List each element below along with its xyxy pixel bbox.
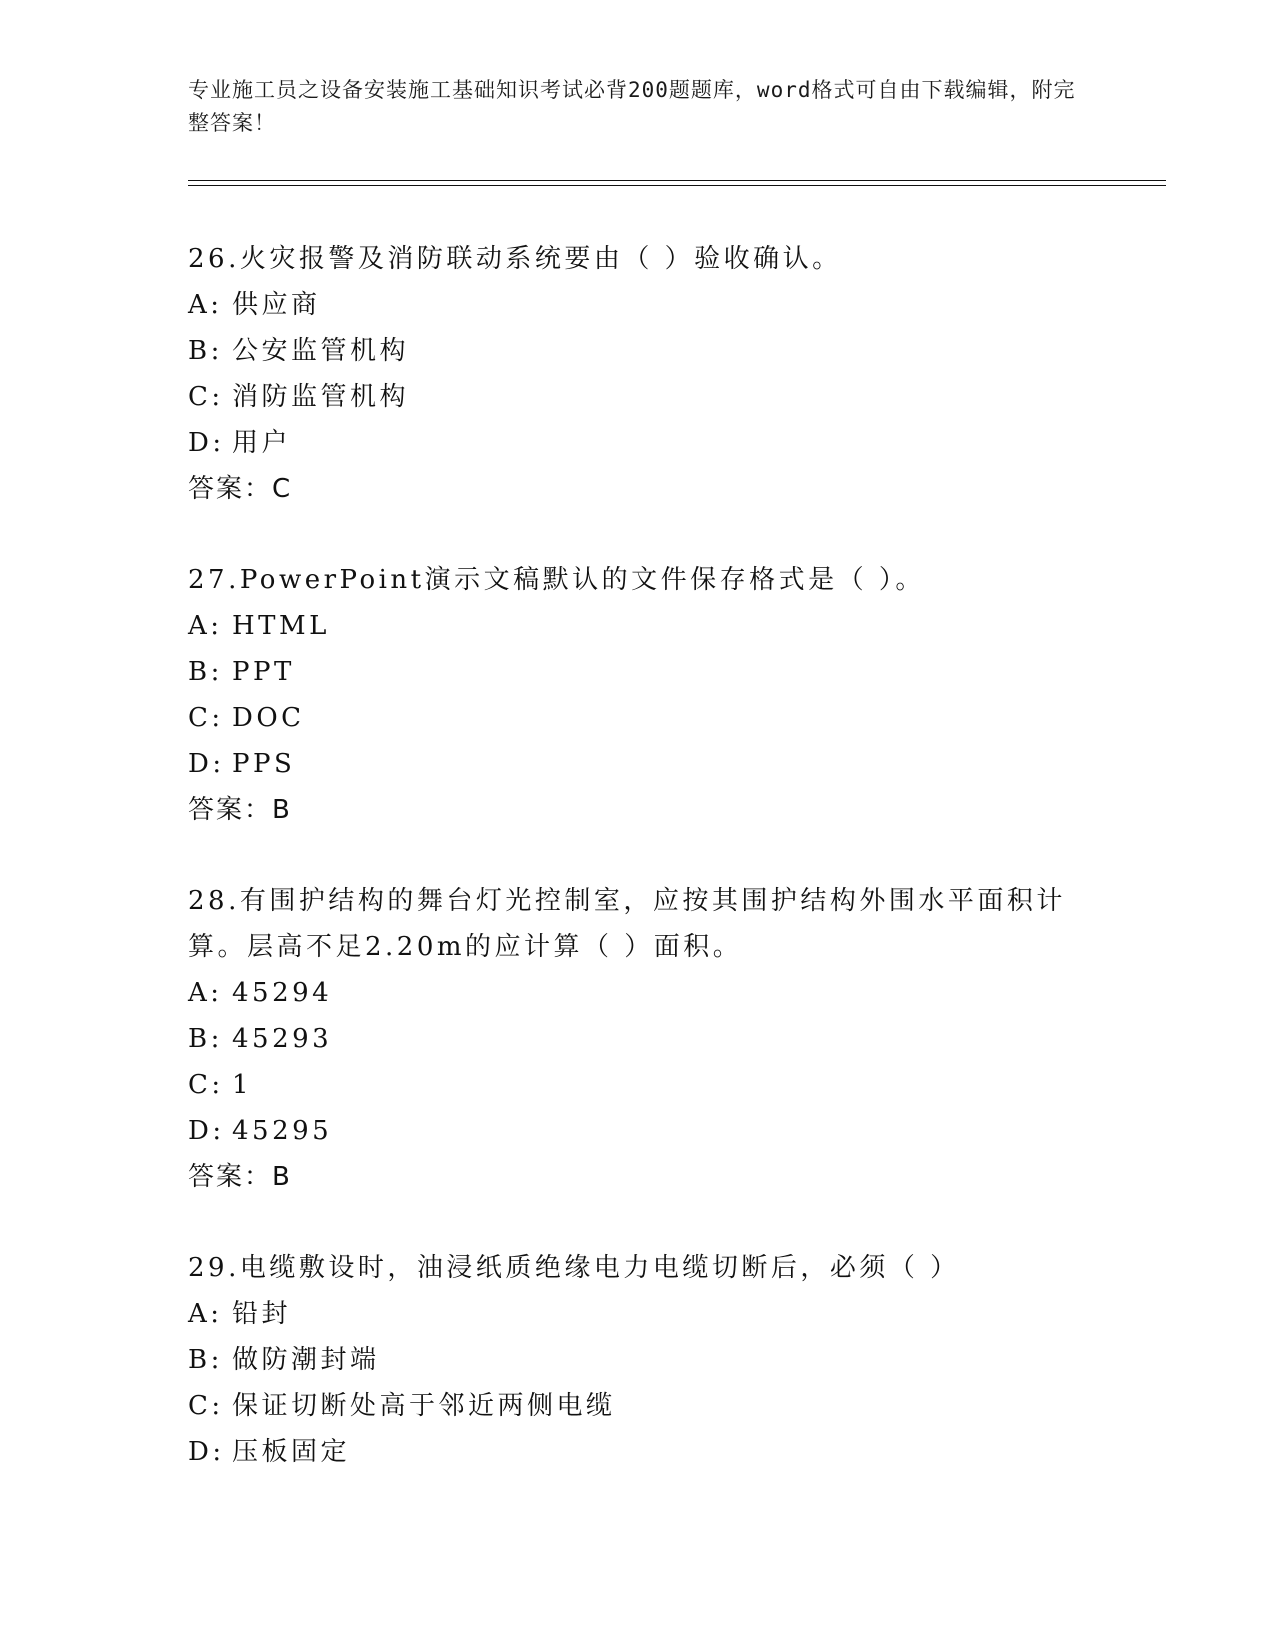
option-letter: B: xyxy=(188,336,223,366)
option-text: 45295 xyxy=(232,1116,333,1146)
option-text: PPT xyxy=(232,657,295,687)
option-text: PPS xyxy=(232,749,296,779)
option-text: DOC xyxy=(232,703,305,733)
question-text: 28.有围护结构的舞台灯光控制室，应按其围护结构外围水平面积计算。层高不足2.20m的应计算（ ）面积。 xyxy=(188,886,1066,962)
option-text: 供应商 xyxy=(232,290,321,320)
option-d xyxy=(188,1429,1168,1475)
question-26 xyxy=(188,236,1168,512)
option-b xyxy=(188,649,1168,695)
option-letter: B: xyxy=(188,657,223,687)
document-header: 专业施工员之设备安装施工基础知识考试必背200题题库，word格式可自由下载编辑，附完整答案！ xyxy=(188,78,1076,135)
header-divider-bottom xyxy=(188,185,1166,186)
option-text: 铅封 xyxy=(232,1299,292,1329)
option-letter: A: xyxy=(188,1299,223,1329)
option-c xyxy=(188,1062,1168,1108)
header-divider-top xyxy=(188,180,1166,181)
question-text: 27.PowerPoint演示文稿默认的文件保存格式是（ ）。 xyxy=(188,565,925,595)
option-b xyxy=(188,1016,1168,1062)
option-text: 45293 xyxy=(232,1024,333,1054)
question-27 xyxy=(188,557,1168,833)
option-c xyxy=(188,695,1168,741)
option-text: 做防潮封端 xyxy=(232,1345,380,1375)
question-text: 26.火灾报警及消防联动系统要由（ ）验收确认。 xyxy=(188,244,842,274)
answer-line: 答案：C xyxy=(188,474,293,504)
option-a xyxy=(188,282,1168,328)
option-letter: C: xyxy=(188,382,224,412)
option-letter: C: xyxy=(188,1070,224,1100)
option-b xyxy=(188,328,1168,374)
option-text: 用户 xyxy=(232,428,292,458)
option-b xyxy=(188,1337,1168,1383)
option-letter: B: xyxy=(188,1345,223,1375)
option-text: HTML xyxy=(232,611,330,641)
option-letter: B: xyxy=(188,1024,223,1054)
option-letter: A: xyxy=(188,978,223,1008)
option-text: 消防监管机构 xyxy=(232,382,410,412)
option-letter: A: xyxy=(188,611,223,641)
question-list xyxy=(188,236,1168,1520)
option-d xyxy=(188,741,1168,787)
answer-line: 答案：B xyxy=(188,795,292,825)
option-a xyxy=(188,603,1168,649)
question-29 xyxy=(188,1245,1168,1475)
option-text: 压板固定 xyxy=(232,1437,351,1467)
option-text: 公安监管机构 xyxy=(232,336,410,366)
option-text: 45294 xyxy=(232,978,333,1008)
option-letter: A: xyxy=(188,290,223,320)
option-letter: C: xyxy=(188,703,224,733)
option-letter: D: xyxy=(188,1116,225,1146)
option-letter: D: xyxy=(188,428,225,458)
option-d xyxy=(188,420,1168,466)
option-letter: D: xyxy=(188,749,225,779)
option-c xyxy=(188,374,1168,420)
option-c xyxy=(188,1383,1168,1429)
option-text: 保证切断处高于邻近两侧电缆 xyxy=(232,1391,616,1421)
option-letter: C: xyxy=(188,1391,224,1421)
question-28 xyxy=(188,878,1168,1200)
answer-line: 答案：B xyxy=(188,1162,292,1192)
option-d xyxy=(188,1108,1168,1154)
option-text: 1 xyxy=(232,1070,253,1100)
option-a xyxy=(188,970,1168,1016)
option-a xyxy=(188,1291,1168,1337)
option-letter: D: xyxy=(188,1437,225,1467)
question-text: 29.电缆敷设时，油浸纸质绝缘电力电缆切断后，必须（ ） xyxy=(188,1253,960,1283)
